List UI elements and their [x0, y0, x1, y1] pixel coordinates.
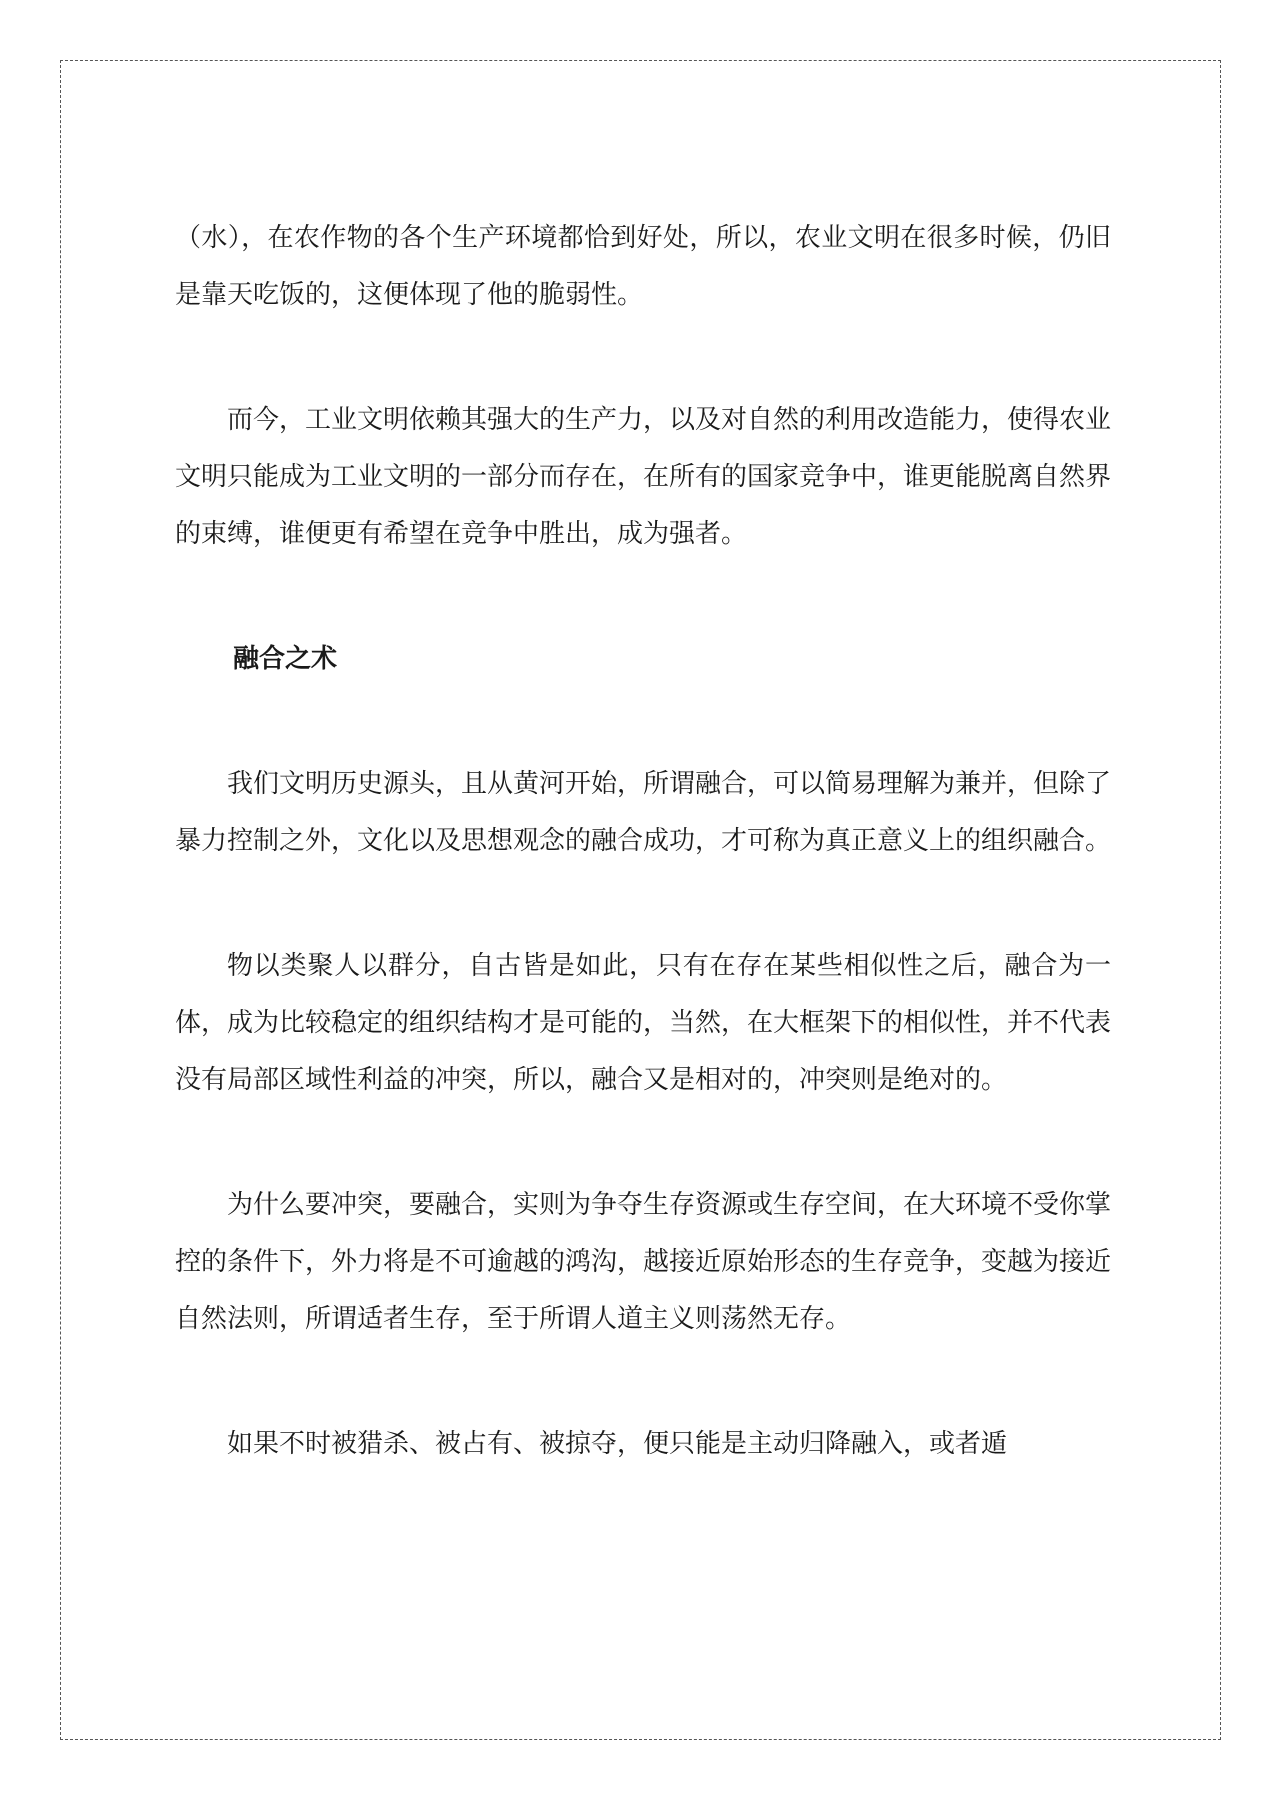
paragraph-industrial-civilization: 而今，工业文明依赖其强大的生产力，以及对自然的利用改造能力，使得农业文明只能成为工业文明的一部分而存在，在所有的国家竞争中，谁更能脱离自然界的束缚，谁便更有希望在竞争中胜出，成为强者。	[175, 405, 1112, 549]
document-body	[175, 210, 1111, 1541]
paragraph-continuation: （水），在农作物的各个生产环境都恰到好处，所以，农业文明在很多时候，仍旧是靠天吃饭的，这便体现了他的脆弱性。	[175, 223, 1111, 310]
paragraph-why-conflict: 为什么要冲突，要融合，实则为争夺生存资源或生存空间，在大环境不受你掌控的条件下，外力将是不可逾越的鸿沟，越接近原始形态的生存竞争，变越为接近自然法则，所谓适者生存，至于所谓人道主义则荡然无存。	[175, 1190, 1112, 1334]
section-heading: 融合之术	[233, 644, 338, 674]
paragraph-hunted-or-surrender: 如果不时被猎杀、被占有、被掠夺，便只能是主动归降融入，或者遁	[227, 1429, 1008, 1459]
paragraph-yellow-river-fusion: 我们文明历史源头，且从黄河开始，所谓融合，可以简易理解为兼并，但除了暴力控制之外，文化以及思想观念的融合成功，才可称为真正意义上的组织融合。	[175, 769, 1112, 856]
paragraph-similarity-conflict: 物以类聚人以群分，自古皆是如此，只有在存在某些相似性之后，融合为一体，成为比较稳定的组织结构才是可能的，当然，在大框架下的相似性，并不代表没有局部区域性利益的冲突，所以，融合又是相对的，冲突则是绝对的。	[175, 951, 1112, 1095]
